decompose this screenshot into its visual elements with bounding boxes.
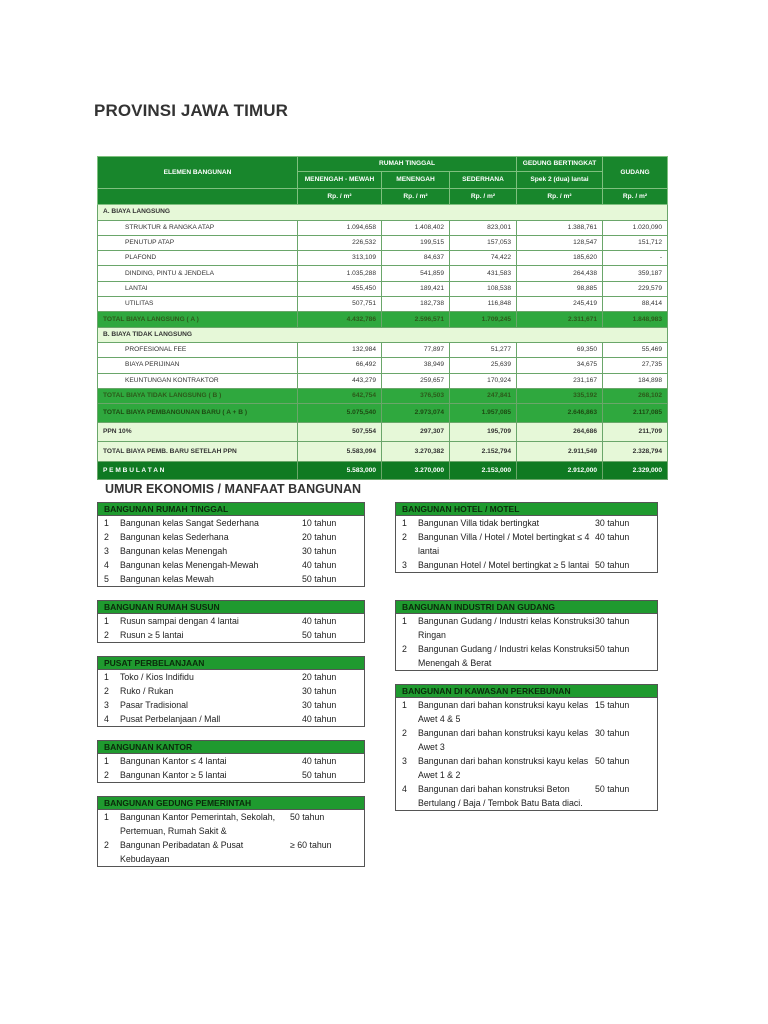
row-value: 2.153,000 <box>450 462 517 480</box>
list-item <box>98 838 364 866</box>
row-value: 226,532 <box>298 235 382 250</box>
list-item <box>396 614 657 642</box>
section-title: UMUR EKONOMIS / MANFAAT BANGUNAN <box>105 482 362 496</box>
row-label: P E M B U L A T A N <box>98 462 298 480</box>
table-row <box>98 312 668 327</box>
row-value: 1.020,090 <box>603 220 668 235</box>
row-value: 189,421 <box>382 281 450 296</box>
table-row <box>98 423 668 442</box>
row-value: 2.596,571 <box>382 312 450 327</box>
row-label: PENUTUP ATAP <box>98 235 298 250</box>
table-row <box>98 388 668 403</box>
header-rumah-tinggal: RUMAH TINGGAL <box>298 157 517 172</box>
item-description: Bangunan Hotel / Motel bertingkat ≥ 5 lantai <box>418 560 590 570</box>
header-blank <box>98 189 298 205</box>
item-description: Pasar Tradisional <box>120 700 188 710</box>
item-duration: 50 tahun <box>595 784 630 794</box>
item-duration: 50 tahun <box>595 644 630 654</box>
item-duration: 50 tahun <box>302 770 337 780</box>
item-description: Bangunan Gudang / Industri kelas Konstruksi Ringan <box>418 616 595 640</box>
row-value: - <box>603 251 668 266</box>
item-number: 2 <box>402 728 407 738</box>
row-value: 132,984 <box>298 342 382 357</box>
row-value: 264,686 <box>517 423 603 442</box>
row-value: 264,438 <box>517 266 603 281</box>
box-kantor <box>97 740 365 783</box>
row-value: 1.848,983 <box>603 312 668 327</box>
row-value: 51,277 <box>450 342 517 357</box>
item-number: 5 <box>104 574 109 584</box>
box-kawasan-perkebunan <box>395 684 658 811</box>
item-duration: 50 tahun <box>595 560 630 570</box>
row-value: 2.328,794 <box>603 442 668 462</box>
item-description: Bangunan Peribadatan & Pusat Kebudayaan <box>120 840 244 864</box>
item-duration: 30 tahun <box>595 518 630 528</box>
item-description: Bangunan dari bahan konstruksi kayu kelas Awet 1 & 2 <box>418 756 589 780</box>
cost-table <box>97 156 668 480</box>
item-duration: 30 tahun <box>595 616 630 626</box>
item-description: Bangunan Kantor ≤ 4 lantai <box>120 756 227 766</box>
item-duration: 40 tahun <box>302 616 337 626</box>
item-number: 2 <box>104 686 109 696</box>
item-description: Bangunan kelas Sangat Sederhana <box>120 518 259 528</box>
row-value: 431,583 <box>450 266 517 281</box>
box-hotel-motel <box>395 502 658 573</box>
box-rumah-susun <box>97 600 365 643</box>
item-description: Bangunan dari bahan konstruksi kayu kelas Awet 4 & 5 <box>418 700 589 724</box>
row-label: TOTAL BIAYA PEMBANGUNAN BARU ( A + B ) <box>98 404 298 423</box>
item-number: 2 <box>104 770 109 780</box>
item-description: Rusun sampai dengan 4 lantai <box>120 616 239 626</box>
list-item <box>396 558 657 572</box>
item-duration: 50 tahun <box>290 812 325 822</box>
item-description: Rusun ≥ 5 lantai <box>120 630 184 640</box>
item-description: Pusat Perbelanjaan / Mall <box>120 714 221 724</box>
row-label: TOTAL BIAYA PEMB. BARU SETELAH PPN <box>98 442 298 462</box>
row-label: LANTAI <box>98 281 298 296</box>
row-value: 1.957,085 <box>450 404 517 423</box>
row-value: 1.408,402 <box>382 220 450 235</box>
table-row <box>98 404 668 423</box>
row-label: PROFESIONAL FEE <box>98 342 298 357</box>
row-value: 231,167 <box>517 373 603 388</box>
row-value: 5.075,540 <box>298 404 382 423</box>
list-item <box>98 572 364 586</box>
table-row <box>98 342 668 357</box>
item-number: 2 <box>104 532 109 542</box>
list-item <box>396 516 657 530</box>
item-number: 1 <box>104 616 109 626</box>
row-value: 229,579 <box>603 281 668 296</box>
item-number: 3 <box>104 700 109 710</box>
row-value: 642,754 <box>298 388 382 403</box>
row-value: 199,515 <box>382 235 450 250</box>
row-value: 507,554 <box>298 423 382 442</box>
row-value: 2.117,085 <box>603 404 668 423</box>
table-row <box>98 281 668 296</box>
header-unit: Rp. / m² <box>382 189 450 205</box>
item-description: Bangunan Villa tidak bertingkat <box>418 518 540 528</box>
row-value: 247,841 <box>450 388 517 403</box>
row-value: 245,419 <box>517 297 603 312</box>
item-duration: 10 tahun <box>302 518 337 528</box>
header-elemen: ELEMEN BANGUNAN <box>98 157 298 189</box>
row-value: 74,422 <box>450 251 517 266</box>
row-label: TOTAL BIAYA TIDAK LANGSUNG ( B ) <box>98 388 298 403</box>
item-number: 1 <box>402 616 407 626</box>
row-label: KEUNTUNGAN KONTRAKTOR <box>98 373 298 388</box>
row-value: 823,001 <box>450 220 517 235</box>
row-value: 541,859 <box>382 266 450 281</box>
row-value: 77,897 <box>382 342 450 357</box>
item-number: 1 <box>104 756 109 766</box>
header-col: SEDERHANA <box>450 172 517 189</box>
list-item <box>396 754 657 782</box>
header-col: Spek 2 (dua) lantai <box>517 172 603 189</box>
header-col: MENENGAH <box>382 172 450 189</box>
row-value: 25,639 <box>450 358 517 373</box>
box-header: BANGUNAN DI KAWASAN PERKEBUNAN <box>396 685 657 698</box>
header-unit: Rp. / m² <box>450 189 517 205</box>
box-industri-gudang <box>395 600 658 671</box>
row-value: 2.152,794 <box>450 442 517 462</box>
row-value: 297,307 <box>382 423 450 442</box>
page-title: PROVINSI JAWA TIMUR <box>94 101 288 120</box>
row-value: 2.329,000 <box>603 462 668 480</box>
item-description: Ruko / Rukan <box>120 686 174 696</box>
table-row <box>98 462 668 480</box>
item-description: Bangunan dari bahan konstruksi kayu kelas Awet 3 <box>418 728 589 752</box>
box-header: BANGUNAN GEDUNG PEMERINTAH <box>98 797 364 810</box>
row-value: 98,885 <box>517 281 603 296</box>
item-number: 3 <box>402 560 407 570</box>
row-value: 116,848 <box>450 297 517 312</box>
row-value: 34,675 <box>517 358 603 373</box>
row-value: 1.388,761 <box>517 220 603 235</box>
item-description: Bangunan dari bahan konstruksi Beton Bertulang / Baja / Tembok Batu Bata diaci. <box>418 784 583 808</box>
item-number: 4 <box>402 784 407 794</box>
header-col: MENENGAH - MEWAH <box>298 172 382 189</box>
row-value: 55,469 <box>603 342 668 357</box>
item-number: 1 <box>402 700 407 710</box>
item-description: Bangunan kelas Menengah-Mewah <box>120 560 259 570</box>
list-item <box>396 782 657 810</box>
row-label: PPN 10% <box>98 423 298 442</box>
table-row <box>98 373 668 388</box>
list-item <box>396 726 657 754</box>
row-value: 507,751 <box>298 297 382 312</box>
list-item <box>98 698 364 712</box>
item-duration: 40 tahun <box>595 532 630 542</box>
list-item <box>98 768 364 782</box>
table-row <box>98 220 668 235</box>
box-header: BANGUNAN KANTOR <box>98 741 364 754</box>
row-value: 2.912,000 <box>517 462 603 480</box>
row-value: 4.432,786 <box>298 312 382 327</box>
row-value: 376,503 <box>382 388 450 403</box>
item-duration: 20 tahun <box>302 532 337 542</box>
row-value: 2.911,549 <box>517 442 603 462</box>
row-value: 5.583,094 <box>298 442 382 462</box>
row-value: 2.311,671 <box>517 312 603 327</box>
row-value: 259,657 <box>382 373 450 388</box>
box-header: BANGUNAN HOTEL / MOTEL <box>396 503 657 516</box>
row-value: 185,620 <box>517 251 603 266</box>
row-label: UTILITAS <box>98 297 298 312</box>
item-number: 2 <box>104 840 109 850</box>
item-description: Bangunan Kantor ≥ 5 lantai <box>120 770 227 780</box>
table-row <box>98 251 668 266</box>
item-duration: 30 tahun <box>302 546 337 556</box>
table-row <box>98 358 668 373</box>
item-duration: 50 tahun <box>302 630 337 640</box>
row-value: 1.035,288 <box>298 266 382 281</box>
row-value: 27,735 <box>603 358 668 373</box>
item-description: Bangunan kelas Mewah <box>120 574 214 584</box>
item-duration: 50 tahun <box>595 756 630 766</box>
row-label: TOTAL BIAYA LANGSUNG ( A ) <box>98 312 298 327</box>
row-label: DINDING, PINTU & JENDELA <box>98 266 298 281</box>
row-value: 455,450 <box>298 281 382 296</box>
row-value: 108,538 <box>450 281 517 296</box>
row-value: 38,949 <box>382 358 450 373</box>
row-value: 211,709 <box>603 423 668 442</box>
header-gudang: GUDANG <box>603 157 668 189</box>
row-value: 69,350 <box>517 342 603 357</box>
table-row <box>98 442 668 462</box>
item-duration: 40 tahun <box>302 714 337 724</box>
item-description: Bangunan kelas Menengah <box>120 546 228 556</box>
item-duration: 40 tahun <box>302 756 337 766</box>
item-description: Bangunan kelas Sederhana <box>120 532 229 542</box>
row-label: BIAYA PERIJINAN <box>98 358 298 373</box>
row-value: 359,187 <box>603 266 668 281</box>
item-duration: 40 tahun <box>302 560 337 570</box>
item-number: 1 <box>402 518 407 528</box>
box-gedung-pemerintah <box>97 796 365 867</box>
row-value: 3.270,000 <box>382 462 450 480</box>
list-item <box>98 614 364 628</box>
item-duration: 50 tahun <box>302 574 337 584</box>
box-pusat-perbelanjaan <box>97 656 365 727</box>
list-item <box>98 530 364 544</box>
item-number: 1 <box>104 518 109 528</box>
row-value: 2.973,074 <box>382 404 450 423</box>
list-item <box>98 516 364 530</box>
box-header: BANGUNAN INDUSTRI DAN GUDANG <box>396 601 657 614</box>
table-row <box>98 235 668 250</box>
row-value: 1.094,658 <box>298 220 382 235</box>
item-number: 3 <box>104 546 109 556</box>
row-label: STRUKTUR & RANGKA ATAP <box>98 220 298 235</box>
row-value: 182,738 <box>382 297 450 312</box>
row-value: 5.583,000 <box>298 462 382 480</box>
item-duration: 30 tahun <box>302 700 337 710</box>
item-duration: 20 tahun <box>302 672 337 682</box>
row-value: 195,709 <box>450 423 517 442</box>
item-number: 2 <box>104 630 109 640</box>
list-item <box>98 558 364 572</box>
list-item <box>98 754 364 768</box>
header-gedung-bertingkat: GEDUNG BERTINGKAT <box>517 157 603 172</box>
row-value: 84,637 <box>382 251 450 266</box>
box-header: BANGUNAN RUMAH SUSUN <box>98 601 364 614</box>
list-item <box>396 698 657 726</box>
box-rumah-tinggal <box>97 502 365 587</box>
table-row <box>98 297 668 312</box>
header-unit: Rp. / m² <box>298 189 382 205</box>
row-value: 2.646,863 <box>517 404 603 423</box>
row-value: 335,192 <box>517 388 603 403</box>
item-description: Bangunan Villa / Hotel / Motel bertingkat ≤ 4 lantai <box>418 532 590 556</box>
row-value: 443,279 <box>298 373 382 388</box>
box-header: PUSAT PERBELANJAAN <box>98 657 364 670</box>
list-item <box>98 712 364 726</box>
list-item <box>98 544 364 558</box>
section-label: B. BIAYA TIDAK LANGSUNG <box>98 327 668 342</box>
item-description: Bangunan Kantor Pemerintah, Sekolah, Pertemuan, Rumah Sakit & <box>120 812 276 836</box>
item-number: 3 <box>402 756 407 766</box>
row-value: 88,414 <box>603 297 668 312</box>
list-item <box>98 684 364 698</box>
table-row <box>98 266 668 281</box>
row-value: 268,102 <box>603 388 668 403</box>
header-unit: Rp. / m² <box>603 189 668 205</box>
row-value: 151,712 <box>603 235 668 250</box>
row-value: 1.709,245 <box>450 312 517 327</box>
item-number: 1 <box>104 672 109 682</box>
box-header: BANGUNAN RUMAH TINGGAL <box>98 503 364 516</box>
row-value: 66,492 <box>298 358 382 373</box>
item-description: Toko / Kios Indifidu <box>120 672 194 682</box>
list-item <box>98 670 364 684</box>
list-item <box>396 642 657 670</box>
item-duration: 30 tahun <box>595 728 630 738</box>
section-label: A. BIAYA LANGSUNG <box>98 205 668 220</box>
item-description: Bangunan Gudang / Industri kelas Konstruksi Menengah & Berat <box>418 644 595 668</box>
row-value: 128,547 <box>517 235 603 250</box>
list-item <box>98 628 364 642</box>
item-number: 4 <box>104 714 109 724</box>
item-duration: 15 tahun <box>595 700 630 710</box>
row-value: 313,109 <box>298 251 382 266</box>
header-unit: Rp. / m² <box>517 189 603 205</box>
item-number: 2 <box>402 532 407 542</box>
row-value: 170,924 <box>450 373 517 388</box>
list-item <box>98 810 364 838</box>
item-number: 1 <box>104 812 109 822</box>
row-value: 184,898 <box>603 373 668 388</box>
row-value: 157,053 <box>450 235 517 250</box>
item-duration: ≥ 60 tahun <box>290 840 332 850</box>
item-number: 2 <box>402 644 407 654</box>
list-item <box>396 530 657 558</box>
item-duration: 30 tahun <box>302 686 337 696</box>
row-value: 3.270,382 <box>382 442 450 462</box>
row-label: PLAFOND <box>98 251 298 266</box>
item-number: 4 <box>104 560 109 570</box>
